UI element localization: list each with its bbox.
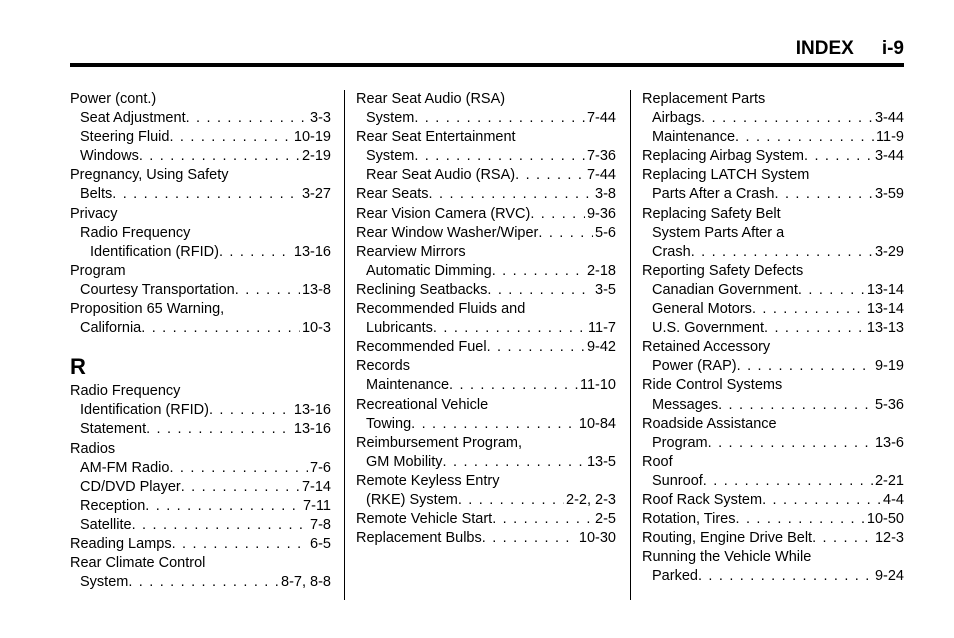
entry-page-ref: 12-3 <box>874 530 904 547</box>
entry-page-ref: 3-44 <box>874 148 904 165</box>
dot-leader <box>538 224 593 243</box>
index-entry <box>642 529 904 548</box>
index-entry <box>642 415 904 434</box>
index-entry <box>70 109 331 128</box>
dot-leader <box>186 109 308 128</box>
entry-page-ref: 7-6 <box>310 459 331 476</box>
dot-leader <box>701 109 873 128</box>
entry-term: Recreational Vehicle <box>356 396 489 413</box>
index-entry <box>70 497 331 516</box>
index-entry <box>356 281 616 300</box>
dot-leader <box>433 319 586 338</box>
dot-leader <box>487 281 593 300</box>
index-entry <box>642 396 904 415</box>
entry-page-ref: 13-16 <box>293 402 331 419</box>
entry-term: Replacement Parts <box>642 91 766 107</box>
entry-term: System <box>366 110 415 127</box>
entry-page-ref: 3-8 <box>595 186 616 203</box>
index-entry <box>70 147 331 166</box>
entry-term: Remote Vehicle Start <box>356 511 493 528</box>
entry-term: Automatic Dimming <box>366 262 492 279</box>
entry-term: Parts After a Crash <box>652 186 775 203</box>
entry-page-ref: 3-3 <box>310 110 331 127</box>
index-entry <box>356 147 616 166</box>
dot-leader <box>169 459 308 478</box>
entry-page-ref: 9-19 <box>874 358 904 375</box>
entry-term: Airbags <box>652 110 702 127</box>
entry-term: California <box>80 320 142 337</box>
entry-page-ref: 5-36 <box>874 396 904 413</box>
entry-page-ref: 10-50 <box>866 511 904 528</box>
dot-leader <box>735 128 874 147</box>
entry-page-ref: 7-11 <box>303 497 331 514</box>
header-rule <box>70 63 904 67</box>
entry-term: Rear Seat Entertainment <box>356 129 516 146</box>
entry-term: CD/DVD Player <box>80 478 181 495</box>
index-entry <box>70 224 331 243</box>
index-entry <box>642 357 904 376</box>
index-entry <box>70 440 331 459</box>
entry-term: Reception <box>80 497 146 514</box>
dot-leader <box>443 453 585 472</box>
index-entry <box>642 128 904 147</box>
entry-page-ref: 5-6 <box>595 224 616 241</box>
index-entry <box>642 281 904 300</box>
entry-page-ref: 3-44 <box>874 110 904 127</box>
entry-page-ref: 8-7, 8-8 <box>281 574 331 591</box>
entry-page-ref: 3-5 <box>595 281 616 298</box>
index-entry <box>642 185 904 204</box>
index-entry <box>356 338 616 357</box>
index-entry <box>356 357 616 376</box>
entry-term: Radios <box>70 440 116 457</box>
index-entry <box>70 459 331 478</box>
entry-term: Belts <box>80 186 113 203</box>
entry-term: Statement <box>80 421 147 438</box>
entry-term: Records <box>356 358 410 375</box>
entry-term: Reading Lamps <box>70 535 172 552</box>
dot-leader <box>530 205 585 224</box>
entry-term: Reimbursement Program, <box>356 434 522 451</box>
entry-term: (RKE) System <box>366 491 458 508</box>
page-header <box>70 38 904 64</box>
entry-page-ref: 13-8 <box>301 281 331 298</box>
entry-page-ref: 7-36 <box>586 148 616 165</box>
dot-leader <box>764 319 865 338</box>
index-entry <box>642 109 904 128</box>
entry-term: Windows <box>80 148 139 165</box>
dot-leader <box>708 434 873 453</box>
index-entry <box>356 262 616 281</box>
entry-page-ref: 13-6 <box>874 434 904 451</box>
dot-leader <box>737 357 873 376</box>
index-entry <box>70 90 331 109</box>
entry-page-ref: 10-84 <box>578 415 616 432</box>
entry-term: Replacing Airbag System <box>642 148 804 165</box>
index-entry <box>70 319 331 338</box>
entry-page-ref: 9-24 <box>874 568 904 585</box>
entry-page-ref: 10-19 <box>293 129 331 146</box>
entry-term: Radio Frequency <box>80 224 191 241</box>
entry-term: System <box>80 574 129 591</box>
index-entry <box>356 376 616 395</box>
index-entry <box>642 510 904 529</box>
index-entry <box>70 128 331 147</box>
entry-page-ref: 7-44 <box>586 110 616 127</box>
entry-term: Messages <box>652 396 719 413</box>
entry-term: Towing <box>366 415 412 432</box>
dot-leader <box>172 535 308 554</box>
page-number: i-9 <box>881 38 904 59</box>
dot-leader <box>492 262 585 281</box>
entry-term: Rear Seat Audio (RSA) <box>366 167 516 184</box>
entry-term: Replacing Safety Belt <box>642 205 781 222</box>
dot-leader <box>132 516 308 535</box>
dot-leader <box>492 510 593 529</box>
entry-page-ref: 11-7 <box>588 320 616 337</box>
dot-leader <box>775 185 873 204</box>
entry-page-ref: 7-14 <box>301 478 331 495</box>
dot-leader <box>515 166 585 185</box>
entry-term: General Motors <box>652 301 752 318</box>
entry-page-ref: 13-5 <box>586 453 616 470</box>
entry-term: System <box>366 148 415 165</box>
index-entry <box>642 472 904 491</box>
entry-page-ref: 13-14 <box>866 301 904 318</box>
entry-term: Reclining Seatbacks <box>356 281 488 298</box>
dot-leader <box>482 529 577 548</box>
index-entry <box>70 281 331 300</box>
entry-page-ref: 2-21 <box>874 472 904 489</box>
index-entry <box>642 319 904 338</box>
entry-page-ref: 13-14 <box>866 281 904 298</box>
index-entry <box>642 453 904 472</box>
index-entry <box>70 478 331 497</box>
index-entry <box>642 90 904 109</box>
entry-term: Identification (RFID) <box>90 243 219 260</box>
dot-leader <box>458 491 564 510</box>
index-entry <box>356 453 616 472</box>
entry-page-ref: 2-2, 2-3 <box>566 491 616 508</box>
entry-page-ref: 9-36 <box>586 205 616 222</box>
dot-leader <box>449 376 578 395</box>
entry-term: Privacy <box>70 205 118 222</box>
entry-term: Roof Rack System <box>642 491 763 508</box>
column-divider <box>630 90 631 600</box>
index-entry <box>356 224 616 243</box>
entry-page-ref: 3-27 <box>301 186 331 203</box>
entry-term: System Parts After a <box>652 224 785 241</box>
entry-page-ref: 7-44 <box>586 167 616 184</box>
entry-term: Maintenance <box>652 129 736 146</box>
dot-leader <box>698 567 873 586</box>
dot-leader <box>736 510 865 529</box>
entry-term: AM-FM Radio <box>80 459 170 476</box>
entry-term: Seat Adjustment <box>80 110 186 127</box>
index-entry <box>642 205 904 224</box>
entry-term: Roof <box>642 453 673 470</box>
entry-term: Reporting Safety Defects <box>642 262 804 279</box>
index-entry <box>70 535 331 554</box>
index-entry <box>70 300 331 319</box>
dot-leader <box>691 243 873 262</box>
dot-leader <box>209 401 292 420</box>
dot-leader <box>411 415 577 434</box>
index-entry <box>642 376 904 395</box>
entry-term: Replacement Bulbs <box>356 530 482 547</box>
index-entry <box>356 185 616 204</box>
entry-term: Rear Seats <box>356 186 429 203</box>
entry-page-ref: 13-13 <box>866 320 904 337</box>
dot-leader <box>812 529 873 548</box>
entry-page-ref: 9-42 <box>586 339 616 356</box>
dot-leader <box>169 128 291 147</box>
entry-page-ref: 13-16 <box>293 243 331 260</box>
entry-term: Recommended Fuel <box>356 339 487 356</box>
entry-term: Steering Fluid <box>80 129 170 146</box>
dot-leader <box>128 573 279 592</box>
dot-leader <box>487 338 585 357</box>
entry-term: Power (cont.) <box>70 91 157 107</box>
index-entry <box>356 510 616 529</box>
dot-leader <box>141 319 300 338</box>
entry-term: Parked <box>652 568 698 585</box>
entry-term: Rotation, Tires <box>642 511 736 528</box>
entry-term: Identification (RFID) <box>80 402 209 419</box>
entry-term: Courtesy Transportation <box>80 281 235 298</box>
index-entry <box>642 567 904 586</box>
entry-term: Roadside Assistance <box>642 415 777 432</box>
dot-leader <box>703 472 873 491</box>
entry-page-ref: 3-59 <box>874 186 904 203</box>
entry-term: Radio Frequency <box>70 383 181 400</box>
entry-term: Program <box>70 262 126 279</box>
index-entry <box>356 300 616 319</box>
index-entry <box>356 128 616 147</box>
index-entry <box>70 420 331 439</box>
index-entry <box>642 300 904 319</box>
entry-term: Rear Vision Camera (RVC) <box>356 205 531 222</box>
index-column-3 <box>642 90 904 586</box>
index-entry <box>70 243 331 262</box>
index-entry <box>642 147 904 166</box>
dot-leader <box>762 491 881 510</box>
index-column-1 <box>70 90 331 592</box>
entry-term: Running the Vehicle While <box>642 549 812 566</box>
index-entry <box>70 262 331 281</box>
dot-leader <box>139 147 300 166</box>
entry-term: Proposition 65 Warning, <box>70 301 225 318</box>
index-entry <box>70 554 331 573</box>
entry-term: Rear Window Washer/Wiper <box>356 224 539 241</box>
entry-term: Ride Control Systems <box>642 377 783 394</box>
entry-page-ref: 2-18 <box>586 262 616 279</box>
entry-page-ref: 10-30 <box>578 530 616 547</box>
index-entry <box>642 548 904 567</box>
index-entry <box>356 319 616 338</box>
entry-term: Sunroof <box>652 472 703 489</box>
entry-term: Recommended Fluids and <box>356 301 526 318</box>
index-entry <box>70 205 331 224</box>
index-entry <box>356 472 616 491</box>
dot-leader <box>414 147 585 166</box>
index-entry <box>356 434 616 453</box>
dot-leader <box>146 420 292 439</box>
entry-term: Rearview Mirrors <box>356 243 466 260</box>
index-entry <box>70 573 331 592</box>
entry-page-ref: 7-8 <box>310 516 331 533</box>
entry-term: GM Mobility <box>366 453 443 470</box>
entry-page-ref: 4-4 <box>883 491 904 508</box>
entry-term: Lubricants <box>366 320 433 337</box>
entry-term: Maintenance <box>366 377 450 394</box>
index-entry <box>356 166 616 185</box>
index-entry <box>356 243 616 262</box>
entry-term: Pregnancy, Using Safety <box>70 167 229 184</box>
entry-term: Rear Seat Audio (RSA) <box>356 91 506 107</box>
index-entry <box>642 434 904 453</box>
entry-term: Retained Accessory <box>642 339 771 356</box>
dot-leader <box>752 300 865 319</box>
entry-term: Crash <box>652 243 691 260</box>
index-entry <box>70 166 331 185</box>
dot-leader <box>718 396 873 415</box>
index-entry <box>356 90 616 109</box>
index-entry <box>70 401 331 420</box>
dot-leader <box>798 281 865 300</box>
index-entry <box>642 338 904 357</box>
index-entry <box>642 243 904 262</box>
dot-leader <box>181 478 300 497</box>
entry-page-ref: 13-16 <box>293 421 331 438</box>
index-column-2 <box>356 90 616 548</box>
index-entry <box>70 516 331 535</box>
entry-term: Power (RAP) <box>652 358 737 375</box>
entry-page-ref: 2-5 <box>595 511 616 528</box>
section-title: INDEX <box>795 38 854 59</box>
index-entry <box>642 262 904 281</box>
entry-term: Satellite <box>80 516 132 533</box>
index-entry <box>642 224 904 243</box>
entry-term: Canadian Government <box>652 281 798 298</box>
entry-term: Program <box>652 434 708 451</box>
dot-leader <box>145 497 301 516</box>
dot-leader <box>804 147 873 166</box>
index-entry <box>356 396 616 415</box>
entry-term: Replacing LATCH System <box>642 167 810 184</box>
column-divider <box>344 90 345 600</box>
entry-page-ref: 11-9 <box>876 129 904 146</box>
entry-page-ref: 3-29 <box>874 243 904 260</box>
index-entry <box>70 382 331 401</box>
dot-leader <box>219 243 292 262</box>
dot-leader <box>112 185 300 204</box>
entry-term: U.S. Government <box>652 320 765 337</box>
dot-leader <box>235 281 300 300</box>
index-entry <box>356 529 616 548</box>
dot-leader <box>414 109 585 128</box>
index-entry <box>356 491 616 510</box>
index-letter-heading: R <box>70 354 86 380</box>
entry-page-ref: 2-19 <box>301 148 331 165</box>
index-entry <box>356 205 616 224</box>
entry-term: Routing, Engine Drive Belt <box>642 530 813 547</box>
entry-term: Remote Keyless Entry <box>356 472 500 489</box>
index-entry <box>642 166 904 185</box>
entry-page-ref: 10-3 <box>301 320 331 337</box>
index-entry <box>356 109 616 128</box>
index-entry <box>70 185 331 204</box>
index-entry <box>356 415 616 434</box>
dot-leader <box>429 185 593 204</box>
index-entry <box>642 491 904 510</box>
entry-page-ref: 11-10 <box>579 377 616 394</box>
entry-term: Rear Climate Control <box>70 555 206 572</box>
entry-page-ref: 6-5 <box>310 535 331 552</box>
